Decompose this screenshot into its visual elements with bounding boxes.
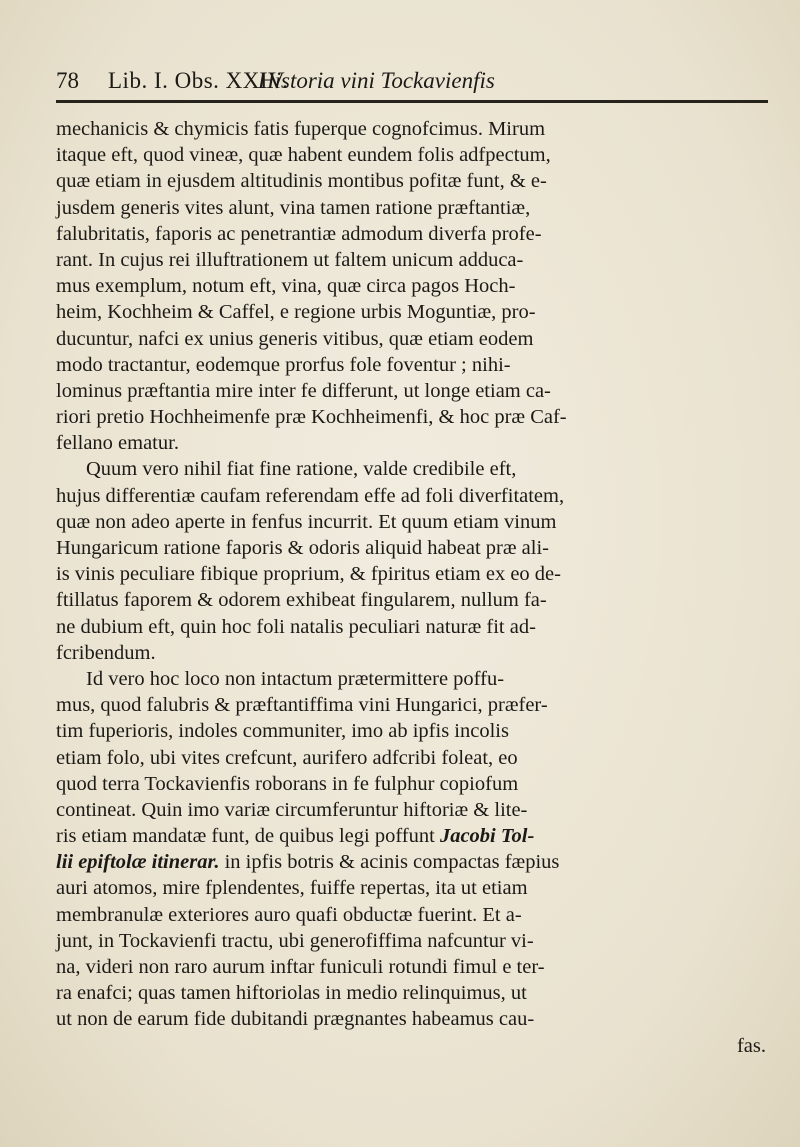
text-line-with-citation — [56, 849, 780, 875]
text-line: fellano ematur. — [56, 432, 179, 455]
citation-work: lii epiftolæ itinerar. — [56, 851, 220, 874]
text-line: mechanicis & chymicis fatis fuperque cognofcimus. Mirum — [56, 118, 546, 140]
text-line: etiam folo, ubi vites crefcunt, aurifero adfcribi foleat, eo — [56, 746, 518, 769]
text-line: is vinis peculiare fibique proprium, & fpiritus etiam ex eo de- — [56, 563, 561, 586]
running-header — [52, 62, 772, 98]
text-line: mus exemplum, notum eft, vina, quæ circa pagos Hoch- — [56, 275, 516, 298]
catchword: fas. — [736, 1034, 766, 1057]
text-line: contineat. Quin imo variæ circumferuntur hiftoriæ & lite- — [56, 798, 528, 821]
text-line: ra enafci; quas tamen hiftoriolas in medio relinquimus, ut — [56, 982, 527, 1005]
text-line: heim, Kochheim & Caffel, e regione urbis Moguntiæ, pro- — [56, 301, 536, 324]
text-line: auri atomos, mire fplendentes, fuiffe repertas, ita ut etiam — [56, 877, 528, 900]
text-line: ftillatus faporem & odorem exhibeat fingularem, nullum fa- — [56, 589, 547, 612]
running-title: Historia vini Tockavienfis — [258, 68, 495, 93]
section-reference: Lib. I. Obs. XXIV. — [108, 68, 289, 93]
text-line: hujus differentiæ caufam referendam effe ad foli diverfitatem, — [56, 484, 565, 507]
text-line: quæ non adeo aperte in fenfus incurrit. Et quum etiam vinum — [56, 510, 557, 533]
text-line: na, videri non raro aurum inftar funiculi rotundi fimul e ter- — [56, 956, 545, 978]
page-number: 78 — [56, 68, 79, 93]
text-line: Hungaricum ratione faporis & odoris aliquid habeat præ ali- — [56, 537, 550, 559]
text-line: riori pretio Hochheimenfe præ Kochheimenfi, & hoc præ Caf- — [56, 406, 567, 429]
text-line: lominus præftantia mire inter fe differunt, ut longe etiam ca- — [56, 379, 551, 402]
paragraph-start-line: Id vero hoc loco non intactum prætermittere poffu- — [86, 667, 505, 690]
text-line: tim fuperioris, indoles communiter, imo ab ipfis incolis — [56, 720, 509, 743]
body-text — [56, 116, 780, 1059]
text-line: rant. In cujus rei illuftrationem ut faltem unicum adduca- — [56, 248, 524, 271]
text-line: junt, in Tockavienfi tractu, ubi generofiffima nafcuntur vi- — [56, 929, 534, 952]
line-text: ris etiam mandatæ funt, de quibus legi poffunt — [56, 825, 440, 848]
text-line: itaque eft, quod vineæ, quæ habent eundem folis adfpectum, — [56, 144, 551, 167]
header-rule — [56, 100, 768, 103]
text-line: mus, quod falubris & præftantiffima vini Hungarici, præfer- — [56, 694, 548, 717]
text-line: fcribendum. — [56, 641, 156, 664]
text-line: ne dubium eft, quin hoc foli natalis peculiari naturæ fit ad- — [56, 615, 536, 638]
line-text: in ipfis botris & acinis compactas fæpius — [219, 851, 560, 874]
text-line: jusdem generis vites alunt, vina tamen ratione præftantiæ, — [56, 196, 531, 219]
text-line: ut non de earum fide dubitandi prægnantes habeamus cau- — [56, 1008, 535, 1031]
text-line: quæ etiam in ejusdem altitudinis montibus pofitæ funt, & e- — [56, 170, 547, 193]
citation-author: Jacobi Tol- — [439, 825, 535, 848]
text-line: quod terra Tockavienfis roborans in fe fulphur copiofum — [56, 772, 519, 795]
text-line: falubritatis, faporis ac penetrantiæ admodum diverfa profe- — [56, 222, 542, 245]
text-line: membranulæ exteriores auro quafi obductæ fuerint. Et a- — [56, 903, 522, 926]
text-line-with-citation — [56, 823, 780, 849]
text-line: ducuntur, nafci ex unius generis vitibus, quæ etiam eodem — [56, 327, 534, 350]
paragraph-start-line: Quum vero nihil fiat fine ratione, valde credibile eft, — [86, 458, 517, 481]
text-line: modo tractantur, eodemque prorfus fole foventur ; nihi- — [56, 353, 511, 376]
